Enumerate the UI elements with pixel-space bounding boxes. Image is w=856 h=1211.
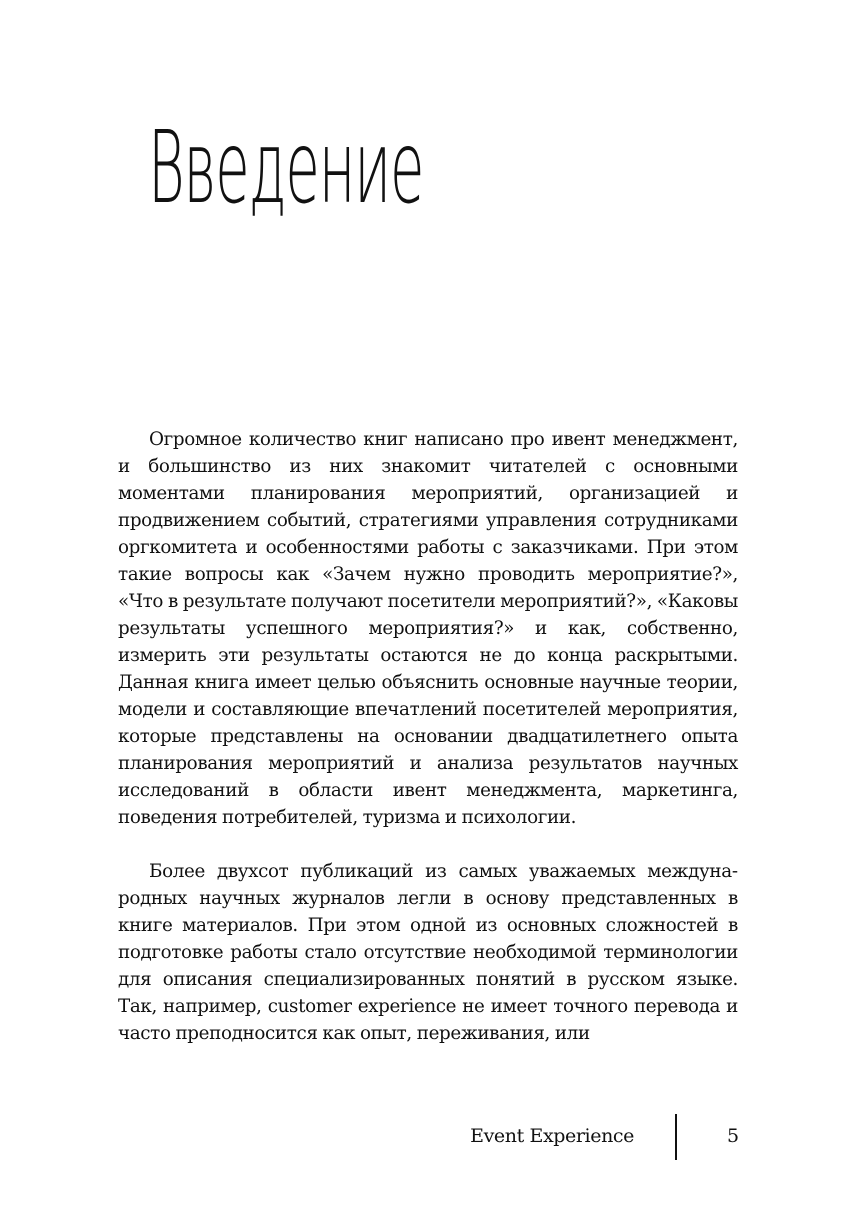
paragraph-2: Более двухсот публикаций из самых уважаемых международных научных журналов легли в основу представленных в книге материалов. При этом одной из основных сложностей в подготовке работы стало отсутствие необходимой терминологии для описания специализированных понятий в русском языке. Так, например, customer experience не имеет точного перевода и часто преподносится как опыт, переживания, или xyxy=(118,861,738,1044)
body-text xyxy=(118,426,738,1047)
footer-divider xyxy=(675,1114,677,1160)
paragraph-1: Огромное количество книг написано про ивент менеджмент, и большинство из них знакомит читателей с основными моментами планирования мероприятий, организацией и продвижением событий, стратегиями управления сотрудниками оргкомитета и особенностями работы с заказчиками. При этом такие вопросы как «Зачем нужно проводить мероприятие?», «Что в результате получают посетители мероприятий?», «Каковы результаты успешного мероприятия?» и как, собственно, измерить эти результаты остаются не до конца раскрытыми. Данная книга имеет целью объяснить основные научные теории, модели и составляющие впечатлений посетителей мероприятия, которые представлены на основании двадцатилетнего опыта планирования мероприятий и анализа результатов научных исследований в области ивент менеджмента, маркетинга, поведения потребителей, туризма и психологии. xyxy=(118,429,738,828)
running-footer-title: Event Experience xyxy=(470,1125,634,1147)
page-number: 5 xyxy=(727,1125,740,1147)
page-footer xyxy=(0,1114,856,1160)
chapter-title: Введение xyxy=(148,109,424,226)
